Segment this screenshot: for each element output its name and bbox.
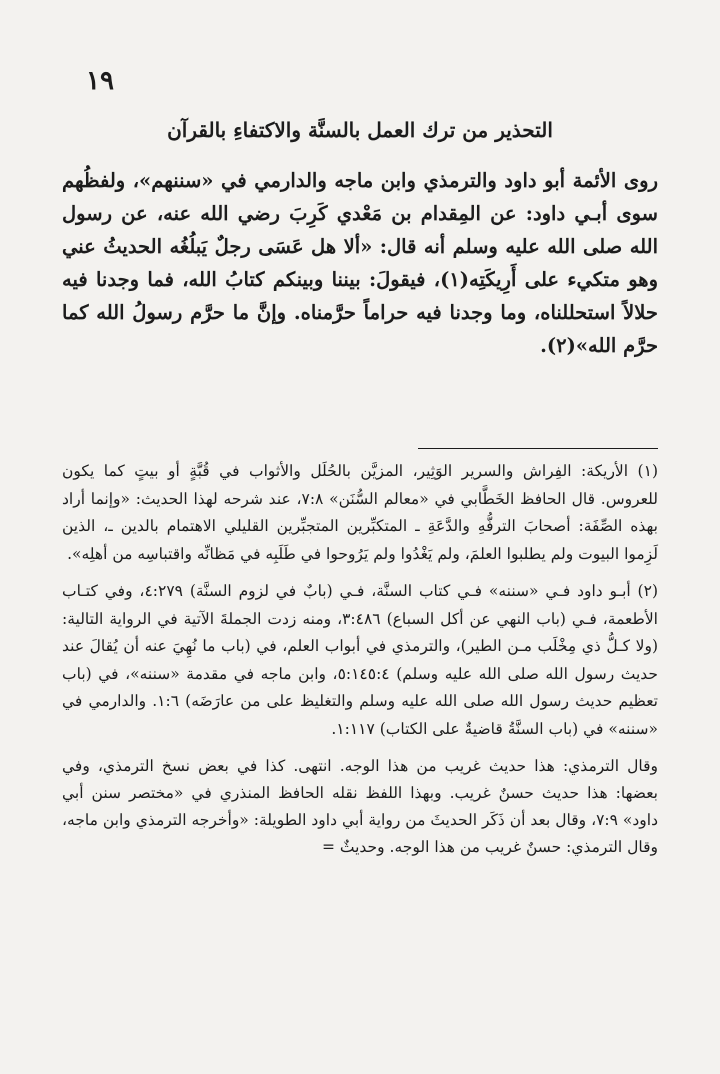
footnotes-section (62, 458, 658, 861)
footnote-1: (١) الأريكة: الفِراش والسرير الوَثِير، المزيَّن بالحُلَل والأثواب في قُبَّةٍ أو بيتٍ كما يكون للعروس. قال الحافظ الخَطَّابي في «معالم السُّنَن» ٧:٨، عند شرحه لهذا الحديث: «وإنما أراد بهذه الصِّفَة: أصحابَ الترفُّهِ والدَّعَةِ ـ المتكبِّرين المتجبِّرين القليلي الاهتمام بالدين ـ، الذين لَزِموا البيوت ولم يطلبوا العلمَ، ولم يَغْدُوا ولم يَرُوحوا في طَلَبِه في مَظانِّه واقتباسِه من أهلِه». (62, 462, 658, 563)
chapter-title: التحذير من ترك العمل بالسنَّة والاكتفاءِ بالقرآن (167, 118, 553, 142)
footnote-divider (418, 448, 658, 449)
footnote-2-continuation: وقال الترمذي: هذا حديث غريب من هذا الوجه. انتهى. كذا في بعض نسخ الترمذي، وفي بعضها: هذا حديث حسنٌ غريب. وبهذا اللفظ نقله الحافظ المنذري في «مختصر سنن أبي داود» ٧:٩، وقال بعد أن ذَكَر الحديثَ من رواية أبي داود الطويلة: «وأخرجه الترمذي وابن ماجه، وقال الترمذي: حسنٌ غريب من هذا الوجه. وحديثٌ = (62, 757, 658, 856)
page-number: ١٩ (86, 66, 114, 96)
body-paragraph: روى الأئمة أبو داود والترمذي وابن ماجه والدارمي في «سننهم»، ولفظُهم سوى أبـي داود: عن المِقدام بن مَعْدي كَرِبَ رضي الله عنه، عن رسول الله صلى الله عليه وسلم أنه قال: «ألا هل عَسَى رجلٌ يَبلُغُه الحديثُ عني وهو متكيء على أَرِيكَتِه(١)، فيقولَ: بيننا وبينكم كتابُ الله، فما وجدنا فيه حلالاً استحللناه، وما وجدنا فيه حراماً حرَّمناه. وإنَّ ما حرَّم رسولُ الله كما حرَّم الله»(٢). (62, 169, 658, 357)
footnote-2: (٢) أبـو داود فـي «سننه» فـي كتاب السنَّة، فـي (بابٌ في لزوم السنَّة) ٤:٢٧٩، وفي كتـاب الأطعمة، فـي (باب النهي عن أكل السباع) ٣:٤٨٦، ومنه زدت الجملةَ الآتية في الرواية التالية: (ولا كـلُّ ذي مِخْلَب مـن الطير)، والترمذي في أبواب العلم، في (باب ما نُهِيَ عنه أن يُقالَ عند حديث رسول الله صلى الله عليه وسلم) ٥:١٤٥:٤، وابن ماجه في مقدمة «سننه»، في (باب تعظيم حديث رسول الله صلى الله عليه وسلم والتغليظ على من عارَضَه) ١:٦. والدارمي في «سننه» في (باب السنَّةُ قاضيةٌ على الكتاب) ١:١١٧. (62, 582, 658, 738)
